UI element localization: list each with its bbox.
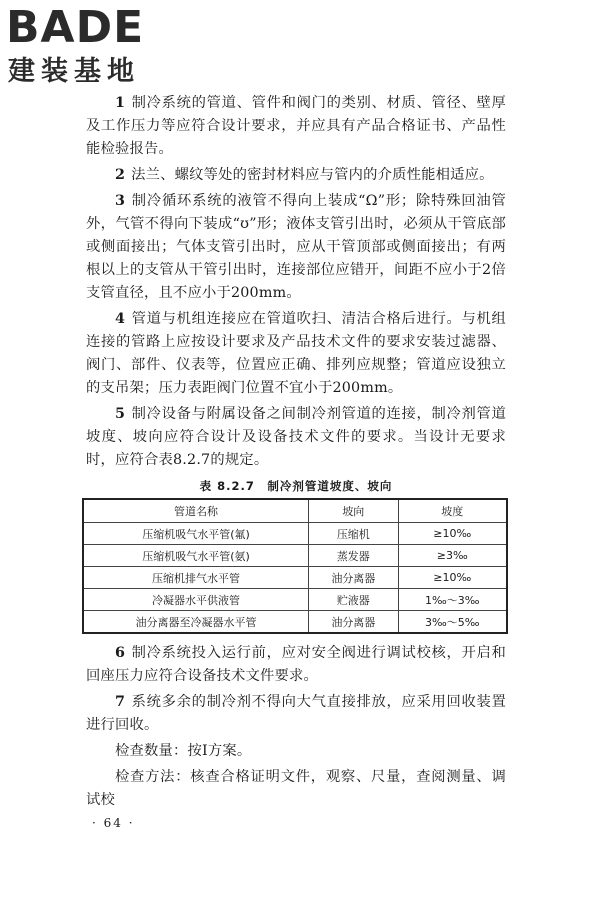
table-header-row	[83, 499, 507, 523]
clause-number: 7	[115, 694, 126, 710]
cell-pipe-name: 压缩机吸气水平管(氨)	[83, 545, 309, 567]
cell-direction: 油分离器	[309, 567, 399, 589]
cell-slope: ≥3‰	[398, 545, 507, 567]
clause-3	[86, 190, 506, 305]
cell-direction: 压缩机	[309, 523, 399, 545]
check-method: 检查方法：核查合格证明文件，观察、尺量，查阅测量、调试校	[86, 769, 506, 808]
cell-slope: 3‰～5‰	[398, 611, 507, 634]
table-row	[83, 545, 507, 567]
clause-number: 3	[115, 193, 126, 209]
clause-number: 1	[115, 95, 126, 111]
slope-table	[82, 498, 508, 634]
clause-text: 法兰、螺纹等处的密封材料应与管内的介质性能相适应。	[131, 167, 494, 183]
cell-direction: 蒸发器	[309, 545, 399, 567]
header-direction: 坡向	[309, 499, 399, 523]
cell-direction: 贮液器	[309, 589, 399, 611]
clause-text: 制冷设备与附属设备之间制冷剂管道的连接，制冷剂管道坡度、坡向应符合设计及设备技术文件的要求。当设计无要求时，应符合表8.2.7的规定。	[86, 406, 506, 468]
cell-pipe-name: 油分离器至冷凝器水平管	[83, 611, 309, 634]
clause-number: 4	[115, 311, 126, 327]
cell-pipe-name: 压缩机吸气水平管(氟)	[83, 523, 309, 545]
clause-text: 制冷系统的管道、管件和阀门的类别、材质、管径、壁厚及工作压力等应符合设计要求，并应具有产品合格证书、产品性能检验报告。	[86, 95, 506, 157]
cell-direction: 油分离器	[309, 611, 399, 634]
brand-logo	[6, 4, 176, 92]
logo-subtitle: 建装基地	[8, 56, 140, 87]
table-title: 表 8.2.7 制冷剂管道坡度、坡向	[199, 479, 393, 493]
clause-6	[86, 642, 506, 688]
clause-text: 制冷系统投入运行前，应对安全阀进行调试校核，开启和回座压力应符合设备技术文件要求。	[86, 645, 506, 684]
clause-text: 制冷循环系统的液管不得向上装成“Ω”形；除特殊回油管外，气管不得向下装成“ʊ”形；液体支管引出时，必须从干管底部或侧面接出；气体支管引出时，应从干管顶部或侧面接出；有两根以上的支管从干管引出时，连接部位应错开，间距不应小于2倍支管直径，且不应小于200mm。	[86, 193, 506, 301]
clause-2	[86, 164, 506, 187]
cell-slope: ≥10‰	[398, 523, 507, 545]
cell-slope: ≥10‰	[398, 567, 507, 589]
page-number: · 64 ·	[92, 816, 135, 830]
table-row	[83, 611, 507, 634]
document-body	[86, 92, 506, 815]
header-pipe-name: 管道名称	[83, 499, 309, 523]
table-row	[83, 567, 507, 589]
clause-1	[86, 92, 506, 161]
clause-number: 5	[115, 406, 126, 422]
clause-5	[86, 403, 506, 472]
clause-4	[86, 308, 506, 400]
clause-7	[86, 691, 506, 737]
header-slope: 坡度	[398, 499, 507, 523]
cell-slope: 1‰～3‰	[398, 589, 507, 611]
clause-text: 系统多余的制冷剂不得向大气直接排放，应采用回收装置进行回收。	[86, 694, 506, 733]
check-quantity: 检查数量：按Ⅰ方案。	[115, 743, 252, 759]
cell-pipe-name: 冷凝器水平供液管	[83, 589, 309, 611]
cell-pipe-name: 压缩机排气水平管	[83, 567, 309, 589]
table-row	[83, 589, 507, 611]
clause-number: 2	[115, 167, 126, 183]
clause-number: 6	[115, 645, 126, 661]
logo-brand-text: BADE	[6, 2, 145, 53]
clause-text: 管道与机组连接应在管道吹扫、清洁合格后进行。与机组连接的管路上应按设计要求及产品技术文件的要求安装过滤器、阀门、部件、仪表等，位置应正确、排列应规整；管道应设独立的支吊架；压力表距阀门位置不宜小于200mm。	[86, 311, 506, 396]
table-row	[83, 523, 507, 545]
